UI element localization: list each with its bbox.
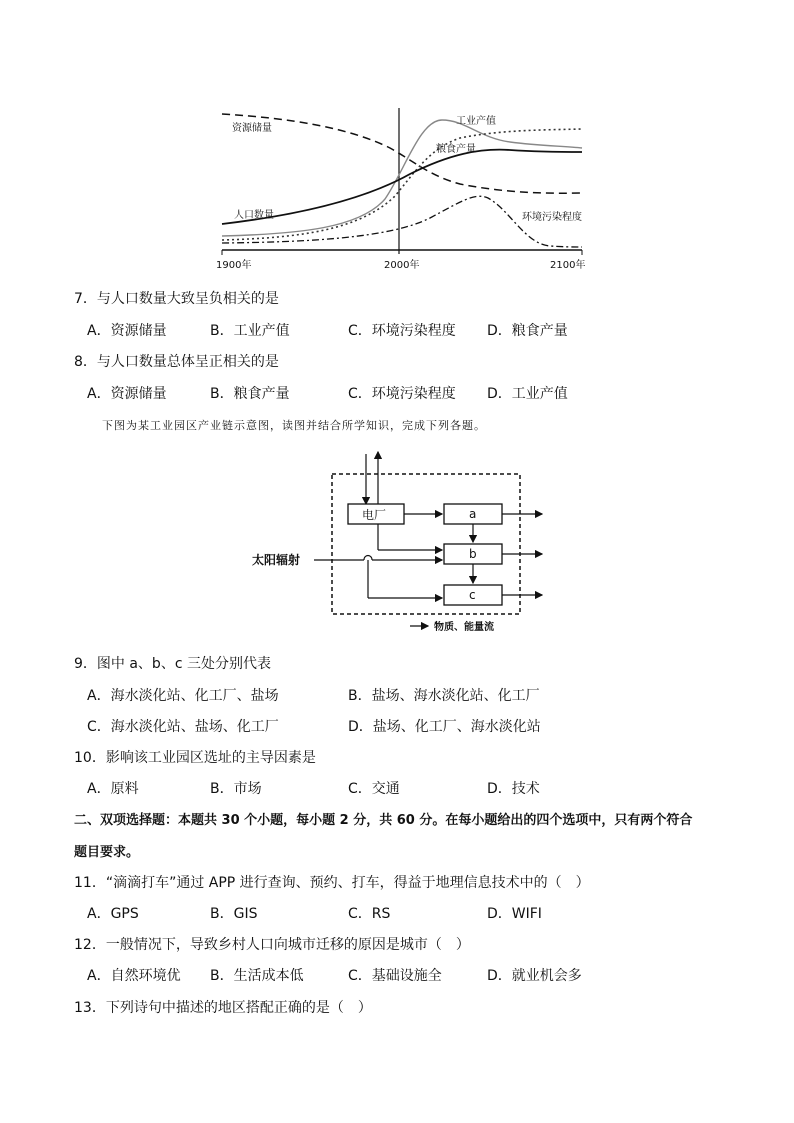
industrial-park-diagram xyxy=(240,448,560,636)
q11-option-a[interactable]: A．GPS xyxy=(87,906,139,922)
q7-option-b[interactable]: B．工业产值 xyxy=(210,323,290,339)
q9-option-b[interactable]: B．盐场、海水淡化站、化工厂 xyxy=(348,688,540,704)
q7-option-d[interactable]: D．粮食产量 xyxy=(487,323,568,339)
q12-option-c[interactable]: C．基础设施全 xyxy=(348,968,442,984)
q9-option-c[interactable]: C．海水淡化站、盐场、化工厂 xyxy=(87,719,279,735)
q10-option-c[interactable]: C．交通 xyxy=(348,781,400,797)
q11-option-b[interactable]: B．GIS xyxy=(210,906,258,922)
label-industry: 工业产值 xyxy=(456,116,496,127)
label-population: 人口数量 xyxy=(234,210,274,221)
q13-stem: 13．下列诗句中描述的地区搭配正确的是（ ） xyxy=(74,1000,372,1016)
q7-option-c[interactable]: C．环境污染程度 xyxy=(348,323,456,339)
box-a-label: a xyxy=(469,507,477,521)
q11-option-c[interactable]: C．RS xyxy=(348,906,391,922)
label-resource: 资源储量 xyxy=(232,123,272,134)
q9-option-d[interactable]: D．盐场、化工厂、海水淡化站 xyxy=(348,719,541,735)
series-resource xyxy=(222,114,582,193)
box-c-label: c xyxy=(469,588,476,602)
q12-option-a[interactable]: A．自然环境优 xyxy=(87,968,181,984)
q12-option-b[interactable]: B．生活成本低 xyxy=(210,968,304,984)
tick-1900: 1900年 xyxy=(216,260,252,271)
q11-stem: 11．“滴滴打车”通过 APP 进行查询、预约、打车，得益于地理信息技术中的（ ） xyxy=(74,875,590,891)
q7-option-a[interactable]: A．资源储量 xyxy=(87,323,167,339)
box-b-label: b xyxy=(469,547,477,561)
label-pollution: 环境污染程度 xyxy=(522,212,582,223)
q9-stem: 9．图中 a、b、c 三处分别代表 xyxy=(74,656,271,672)
q8-option-a[interactable]: A．资源储量 xyxy=(87,386,167,402)
q8-option-d[interactable]: D．工业产值 xyxy=(487,386,568,402)
q8-option-b[interactable]: B．粮食产量 xyxy=(210,386,290,402)
legend-label: 物质、能量流 xyxy=(434,622,494,633)
q10-option-b[interactable]: B．市场 xyxy=(210,781,262,797)
power-plant-label: 电厂 xyxy=(362,508,387,522)
q8-option-c[interactable]: C．环境污染程度 xyxy=(348,386,456,402)
series-food xyxy=(222,129,582,240)
trend-chart xyxy=(210,104,590,276)
section2-header-line2: 题目要求。 xyxy=(74,845,140,860)
q10-option-a[interactable]: A．原料 xyxy=(87,781,139,797)
tick-2100: 2100年 xyxy=(550,260,586,271)
label-food: 粮食产量 xyxy=(436,144,476,155)
q11-option-d[interactable]: D．WIFI xyxy=(487,906,542,922)
q10-stem: 10．影响该工业园区选址的主导因素是 xyxy=(74,750,316,766)
section2-header-line1: 二、双项选择题：本题共 30 个小题，每小题 2 分，共 60 分。在每小题给出的四个选项中，只有两个符合 xyxy=(74,813,693,828)
q9-option-a[interactable]: A．海水淡化站、化工厂、盐场 xyxy=(87,688,279,704)
tick-2000: 2000年 xyxy=(384,260,420,271)
q10-option-d[interactable]: D．技术 xyxy=(487,781,540,797)
diagram-intro: 下图为某工业园区产业链示意图，读图并结合所学知识，完成下列各题。 xyxy=(102,419,486,432)
q12-option-d[interactable]: D．就业机会多 xyxy=(487,968,582,984)
q7-stem: 7．与人口数量大致呈负相关的是 xyxy=(74,291,279,307)
solar-radiation-label: 太阳辐射 xyxy=(252,553,301,567)
q8-stem: 8．与人口数量总体呈正相关的是 xyxy=(74,354,279,370)
q12-stem: 12．一般情况下，导致乡村人口向城市迁移的原因是城市（ ） xyxy=(74,937,470,953)
